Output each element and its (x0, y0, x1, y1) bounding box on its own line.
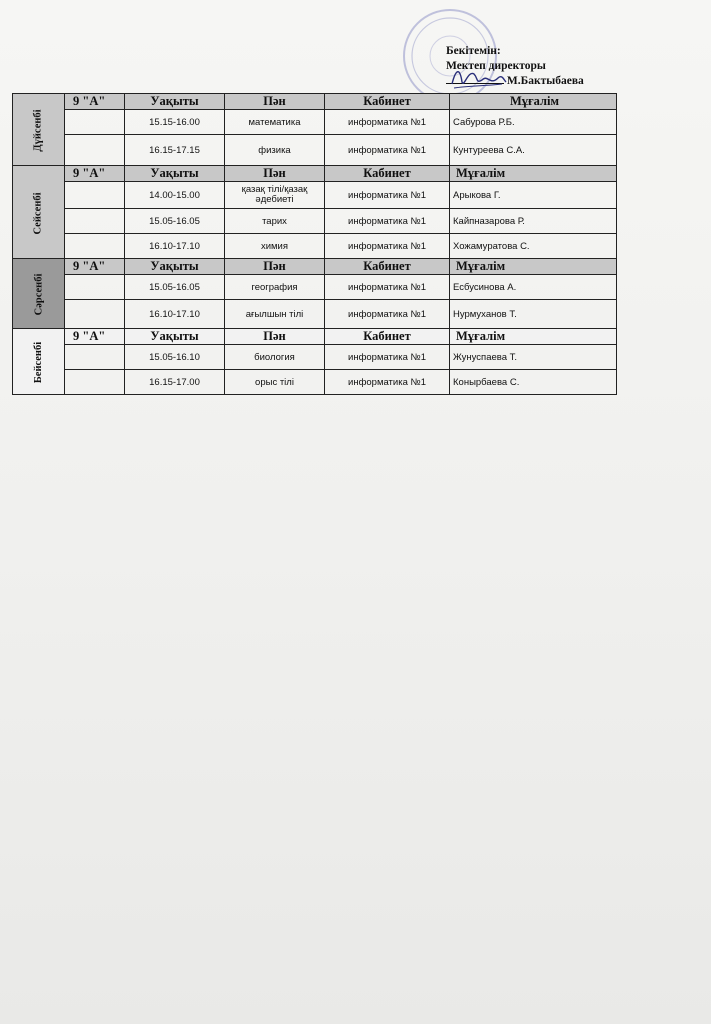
teacher-header: Мұғалім (450, 329, 617, 345)
room-cell: информатика №1 (325, 370, 450, 395)
time-cell: 16.15-17.15 (125, 135, 225, 166)
subject-cell: биология (225, 345, 325, 370)
time-cell: 16.10-17.10 (125, 234, 225, 259)
teacher-cell: Кунтуреева С.А. (450, 135, 617, 166)
teacher-cell: Хожамуратова С. (450, 234, 617, 259)
subject-cell: ағылшын тілі (225, 300, 325, 329)
table-row (13, 234, 617, 259)
subject-cell: физика (225, 135, 325, 166)
day-header-row (13, 259, 617, 275)
room-header: Кабинет (325, 94, 450, 110)
table-row (13, 275, 617, 300)
room-cell: информатика №1 (325, 275, 450, 300)
blank-cell (65, 135, 125, 166)
subject-cell: география (225, 275, 325, 300)
teacher-cell: Сабурова Р.Б. (450, 110, 617, 135)
day-label: Дүйсенбі (32, 109, 44, 152)
director-name: М.Бактыбаева (506, 75, 584, 87)
blank-cell (65, 182, 125, 209)
day-header-row (13, 166, 617, 182)
day-header-row (13, 94, 617, 110)
room-cell: информатика №1 (325, 234, 450, 259)
table-row (13, 182, 617, 209)
approval-title: Бекітемін: (446, 45, 501, 57)
room-cell: информатика №1 (325, 135, 450, 166)
time-cell: 14.00-15.00 (125, 182, 225, 209)
time-cell: 15.05-16.10 (125, 345, 225, 370)
blank-cell (65, 345, 125, 370)
blank-cell (65, 300, 125, 329)
blank-cell (65, 370, 125, 395)
time-header: Уақыты (125, 166, 225, 182)
teacher-cell: Нурмуханов Т. (450, 300, 617, 329)
table-row (13, 110, 617, 135)
day-cell (13, 259, 65, 329)
subject-cell: математика (225, 110, 325, 135)
teacher-cell: Кайпназарова Р. (450, 209, 617, 234)
day-cell (13, 94, 65, 166)
teacher-cell: Арыкова Г. (450, 182, 617, 209)
subject-cell: химия (225, 234, 325, 259)
room-header: Кабинет (325, 259, 450, 275)
schedule-table (12, 93, 617, 395)
time-header: Уақыты (125, 94, 225, 110)
teacher-header: Мұғалім (450, 259, 617, 275)
day-header-row (13, 329, 617, 345)
subject-header: Пән (225, 329, 325, 345)
teacher-cell: Конырбаева С. (450, 370, 617, 395)
time-header: Уақыты (125, 259, 225, 275)
class-header: 9 "А" (65, 94, 125, 110)
handwritten-signature-icon (448, 62, 508, 92)
time-cell: 15.15-16.00 (125, 110, 225, 135)
room-cell: информатика №1 (325, 110, 450, 135)
day-label: Бейсенбі (32, 341, 44, 384)
time-cell: 16.15-17.00 (125, 370, 225, 395)
table-row (13, 135, 617, 166)
day-cell (13, 329, 65, 395)
blank-cell (65, 110, 125, 135)
time-cell: 15.05-16.05 (125, 209, 225, 234)
blank-cell (65, 234, 125, 259)
table-row (13, 300, 617, 329)
subject-header: Пән (225, 94, 325, 110)
table-row (13, 370, 617, 395)
subject-header: Пән (225, 259, 325, 275)
room-cell: информатика №1 (325, 300, 450, 329)
room-cell: информатика №1 (325, 209, 450, 234)
room-header: Кабинет (325, 329, 450, 345)
subject-header: Пән (225, 166, 325, 182)
subject-cell: қазақ тілі/қазақ әдебиеті (225, 182, 325, 209)
subject-cell: орыс тілі (225, 370, 325, 395)
time-header: Уақыты (125, 329, 225, 345)
class-header: 9 "А" (65, 259, 125, 275)
day-cell (13, 166, 65, 259)
time-cell: 15.05-16.05 (125, 275, 225, 300)
subject-cell: тарих (225, 209, 325, 234)
teacher-cell: Жунуспаева Т. (450, 345, 617, 370)
table-row (13, 209, 617, 234)
class-header: 9 "А" (65, 329, 125, 345)
table-row (13, 345, 617, 370)
room-cell: информатика №1 (325, 345, 450, 370)
room-header: Кабинет (325, 166, 450, 182)
blank-cell (65, 275, 125, 300)
teacher-cell: Есбусинова А. (450, 275, 617, 300)
room-cell: информатика №1 (325, 182, 450, 209)
day-label: Сәрсенбі (33, 273, 44, 316)
class-header: 9 "А" (65, 166, 125, 182)
teacher-header: Мұғалім (450, 94, 617, 110)
time-cell: 16.10-17.10 (125, 300, 225, 329)
approval-position: Мектеп директоры (446, 60, 546, 72)
teacher-header: Мұғалім (450, 166, 617, 182)
day-label: Сейсенбі (33, 191, 44, 235)
blank-cell (65, 209, 125, 234)
